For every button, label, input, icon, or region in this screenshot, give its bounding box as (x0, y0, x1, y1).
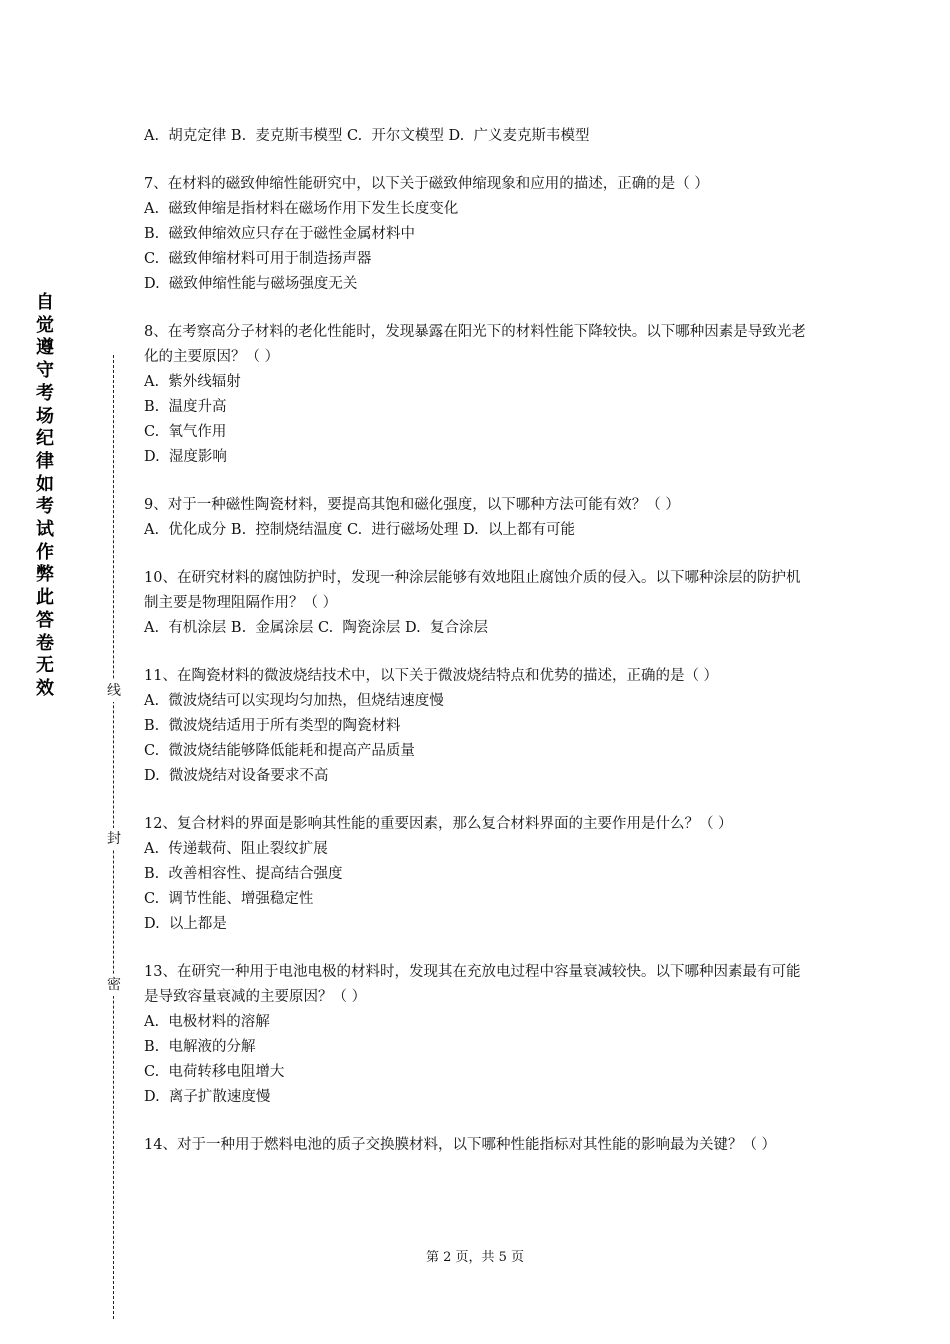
question-stem: 9、对于一种磁性陶瓷材料，要提高其饱和磁化强度，以下哪种方法可能有效？（ ） (144, 497, 680, 513)
question-14 (144, 1133, 814, 1158)
question-10 (144, 566, 814, 641)
option-d: D. 以上都是 (144, 916, 227, 932)
question-12 (144, 812, 814, 937)
question-stem: 14、对于一种用于燃料电池的质子交换膜材料，以下哪种性能指标对其性能的影响最为关键？（ ） (144, 1137, 777, 1153)
option-b: B. 温度升高 (144, 399, 227, 415)
option-a: A. 磁致伸缩是指材料在磁场作用下发生长度变化 (144, 201, 459, 217)
question-13 (144, 960, 814, 1110)
option-c: C. 氧气作用 (144, 424, 227, 440)
question-stem: 7、在材料的磁致伸缩性能研究中，以下关于磁致伸缩现象和应用的描述，正确的是（ ） (144, 176, 709, 192)
page-number: 第 2 页，共 5 页 (425, 1250, 525, 1265)
option-c: C. 电荷转移电阻增大 (144, 1064, 285, 1080)
cut-label-seal: 封 (106, 828, 122, 850)
option-d: D. 微波烧结对设备要求不高 (144, 768, 329, 784)
question-6-options: A. 胡克定律 B. 麦克斯韦模型 C. 开尔文模型 D. 广义麦克斯韦模型 (144, 128, 590, 144)
option-a: A. 电极材料的溶解 (144, 1014, 270, 1030)
option-a: A. 微波烧结可以实现均匀加热，但烧结速度慢 (144, 693, 444, 709)
question-9 (144, 493, 814, 543)
option-b: B. 磁致伸缩效应只存在于磁性金属材料中 (144, 226, 415, 242)
option-d: D. 磁致伸缩性能与磁场强度无关 (144, 276, 358, 292)
question-stem: 12、复合材料的界面是影响其性能的重要因素，那么复合材料界面的主要作用是什么？（ ） (144, 816, 733, 832)
question-8 (144, 320, 814, 470)
option-b: B. 电解液的分解 (144, 1039, 256, 1055)
question-stem: 11、在陶瓷材料的微波烧结技术中，以下关于微波烧结特点和优势的描述，正确的是（ ） (144, 668, 719, 684)
question-stem: 10、在研究材料的腐蚀防护时，发现一种涂层能够有效地阻止腐蚀介质的侵入。以下哪种涂层的防护机制主要是物理阻隔作用？（ ） (144, 570, 801, 611)
question-list (144, 124, 814, 1158)
option-c: C. 调节性能、增强稳定性 (144, 891, 314, 907)
question-stem: 13、在研究一种用于电池电极的材料时，发现其在充放电过程中容量衰减较快。以下哪种因素最有可能是导致容量衰减的主要原因？（ ） (144, 964, 801, 1005)
option-c: C. 微波烧结能够降低能耗和提高产品质量 (144, 743, 415, 759)
question-stem: 8、在考察高分子材料的老化性能时，发现暴露在阳光下的材料性能下降较快。以下哪种因素是导致光老化的主要原因？（ ） (144, 324, 806, 365)
question-11 (144, 664, 814, 789)
cut-label-secret: 密 (106, 974, 122, 996)
exam-discipline-notice: 自觉遵守考场纪律如考试作弊此答卷无效 (36, 292, 54, 699)
option-b: B. 微波烧结适用于所有类型的陶瓷材料 (144, 718, 401, 734)
option-a: A. 紫外线辐射 (144, 374, 241, 390)
options-inline: A. 有机涂层 B. 金属涂层 C. 陶瓷涂层 D. 复合涂层 (144, 620, 488, 636)
cut-label-line: 线 (106, 680, 122, 702)
option-d: D. 湿度影响 (144, 449, 227, 465)
options-inline: A. 优化成分 B. 控制烧结温度 C. 进行磁场处理 D. 以上都有可能 (144, 522, 575, 538)
option-d: D. 离子扩散速度慢 (144, 1089, 271, 1105)
question-7 (144, 172, 814, 297)
option-c: C. 磁致伸缩材料可用于制造扬声器 (144, 251, 372, 267)
option-b: B. 改善相容性、提高结合强度 (144, 866, 343, 882)
option-a: A. 传递载荷、阻止裂纹扩展 (144, 841, 328, 857)
